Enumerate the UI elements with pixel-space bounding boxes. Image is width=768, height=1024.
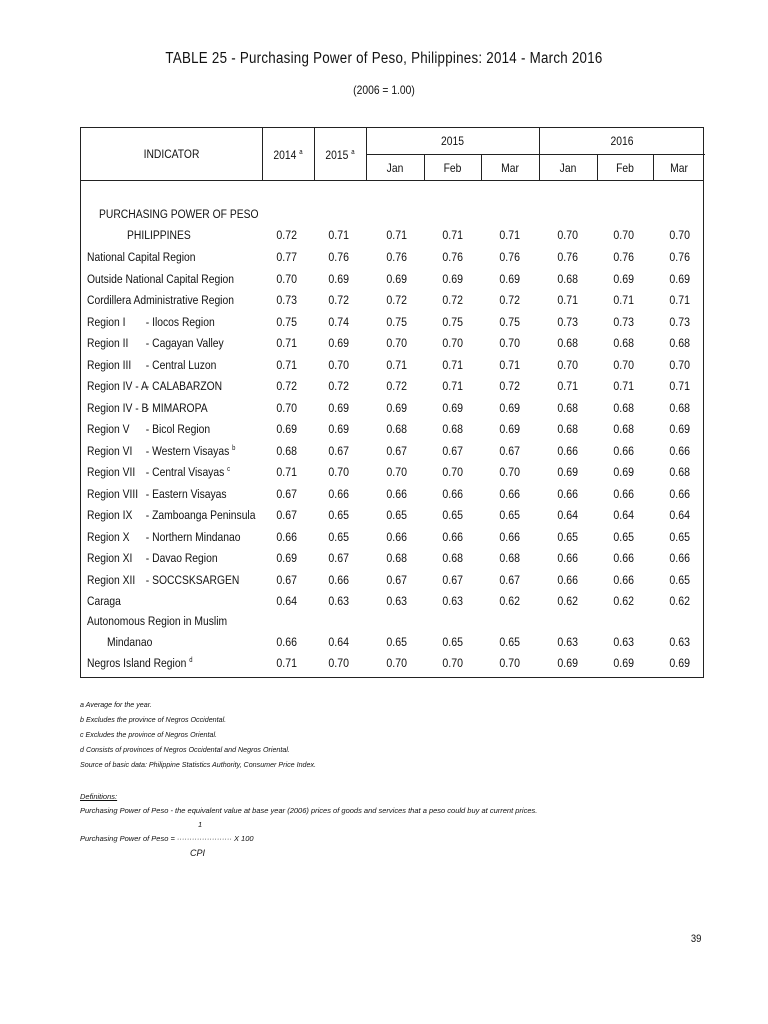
row-label bbox=[87, 465, 230, 479]
table-row bbox=[81, 487, 705, 508]
footnote: c Excludes the province of Negros Oriental. bbox=[80, 730, 218, 739]
cell-value: 0.65 bbox=[557, 529, 578, 544]
cell-value: 0.76 bbox=[557, 250, 578, 264]
cell-value: 0.68 bbox=[499, 551, 520, 565]
cell-value: 0.63 bbox=[669, 635, 690, 649]
cell-value: 0.71 bbox=[613, 293, 634, 307]
row-label bbox=[87, 444, 235, 458]
cell-value: 0.66 bbox=[276, 635, 297, 649]
row-label bbox=[87, 272, 234, 286]
cell-value: 0.69 bbox=[499, 422, 520, 436]
table-row-armm bbox=[81, 635, 705, 656]
cell-value: 0.68 bbox=[669, 400, 690, 415]
region-subname: - MIMAROPA bbox=[145, 400, 208, 415]
region-name: Region VII bbox=[87, 465, 136, 479]
cell-value: 0.73 bbox=[557, 314, 578, 329]
cell-value: 0.70 bbox=[669, 228, 690, 242]
definitions bbox=[80, 790, 537, 860]
footnote-marker: a bbox=[299, 149, 303, 156]
cell-value: 0.66 bbox=[386, 486, 407, 501]
table-row bbox=[81, 508, 705, 529]
region-name: Outside National Capital Region bbox=[87, 271, 234, 286]
cell-value: 0.66 bbox=[613, 486, 634, 501]
cell-value: 0.72 bbox=[442, 293, 463, 307]
cell-value: 0.68 bbox=[613, 422, 634, 436]
cell-value: 0.69 bbox=[328, 336, 349, 350]
footnote: a Average for the year. bbox=[80, 700, 152, 709]
page-title: TABLE 25 - Purchasing Power of Peso, Philippines: 2014 - March 2016 bbox=[165, 50, 603, 67]
cell-value: 0.71 bbox=[442, 357, 463, 372]
cell-value: 0.65 bbox=[386, 508, 407, 522]
cell-value: 0.70 bbox=[386, 465, 407, 479]
cell-value: 0.70 bbox=[557, 228, 578, 242]
region-subname: - Bicol Region bbox=[145, 422, 211, 436]
region-name: National Capital Region bbox=[87, 250, 196, 264]
cell-value: 0.76 bbox=[386, 250, 407, 264]
header-group-2016: 2016 bbox=[610, 134, 634, 148]
cell-value: 0.68 bbox=[442, 551, 463, 565]
cell-value: 0.62 bbox=[669, 594, 690, 608]
region-subname: - Northern Mindanao bbox=[145, 529, 241, 544]
cell-value: 0.67 bbox=[499, 572, 520, 587]
cell-value: 0.69 bbox=[386, 271, 407, 286]
formula-numerator: 1 bbox=[198, 820, 203, 829]
cell-value: 0.67 bbox=[499, 443, 520, 458]
region-subname: - Cagayan Valley bbox=[145, 336, 224, 350]
header-group-2015: 2015 bbox=[441, 134, 464, 148]
footnote-marker: a bbox=[351, 149, 355, 156]
cell-value: 0.68 bbox=[386, 422, 407, 436]
region-subname: - Eastern Visayas bbox=[145, 486, 227, 501]
row-label bbox=[87, 293, 234, 307]
cell-value: 0.72 bbox=[276, 228, 297, 242]
footnote-marker: b bbox=[232, 444, 236, 452]
table-row-negros bbox=[81, 656, 705, 677]
cell-value: 0.70 bbox=[613, 357, 634, 372]
cell-value: 0.71 bbox=[276, 336, 297, 350]
cell-value: 0.67 bbox=[276, 572, 297, 587]
header-divider bbox=[314, 128, 315, 180]
row-label-text: Negros Island Region bbox=[87, 656, 187, 670]
table-row bbox=[81, 379, 705, 400]
cell-value: 0.71 bbox=[442, 228, 463, 242]
footnote-marker: c bbox=[227, 465, 231, 473]
cell-value: 0.76 bbox=[328, 250, 349, 264]
region-subname: - Western Visayas bbox=[145, 443, 230, 458]
cell-value: 0.67 bbox=[442, 443, 463, 458]
table-row bbox=[81, 594, 705, 615]
table-row bbox=[81, 401, 705, 422]
cell-value: 0.67 bbox=[386, 443, 407, 458]
cell-value: 0.63 bbox=[442, 594, 463, 608]
cell-value: 0.67 bbox=[276, 508, 297, 522]
cell-value: 0.65 bbox=[442, 635, 463, 649]
cell-value: 0.72 bbox=[386, 379, 407, 393]
row-label bbox=[87, 551, 218, 565]
cell-value: 0.69 bbox=[557, 465, 578, 479]
region-subname: - SOCCSKSARGEN bbox=[145, 572, 240, 587]
header-month: Feb bbox=[616, 161, 634, 175]
cell-value: 0.63 bbox=[328, 594, 349, 608]
cell-value: 0.65 bbox=[386, 635, 407, 649]
cell-value: 0.63 bbox=[613, 635, 634, 649]
table-row bbox=[81, 250, 705, 271]
cell-value: 0.66 bbox=[669, 443, 690, 458]
cell-value: 0.67 bbox=[276, 486, 297, 501]
cell-value: 0.68 bbox=[613, 400, 634, 415]
row-label bbox=[87, 358, 216, 372]
cell-value: 0.64 bbox=[613, 508, 634, 522]
region-subname: - Davao Region bbox=[145, 551, 218, 565]
table-row bbox=[81, 336, 705, 357]
cell-value: 0.68 bbox=[442, 422, 463, 436]
header-month: Jan bbox=[559, 161, 577, 175]
cell-value: 0.76 bbox=[613, 250, 634, 264]
cell-value: 0.64 bbox=[557, 508, 578, 522]
cell-value: 0.70 bbox=[386, 336, 407, 350]
row-label bbox=[87, 508, 255, 522]
row-label bbox=[87, 530, 241, 544]
cell-value: 0.71 bbox=[669, 293, 690, 307]
header-month: Mar bbox=[670, 161, 688, 175]
cell-value: 0.71 bbox=[499, 228, 520, 242]
cell-value: 0.70 bbox=[557, 357, 578, 372]
cell-value: 0.66 bbox=[669, 486, 690, 501]
cell-value: 0.69 bbox=[499, 271, 520, 286]
definition-text: Purchasing Power of Peso - the equivalent value at base year (2006) prices of goods and services that a peso could buy at current prices. bbox=[80, 806, 538, 815]
cell-value: 0.69 bbox=[499, 400, 520, 415]
header-divider bbox=[262, 128, 263, 180]
cell-value: 0.69 bbox=[669, 656, 690, 670]
cell-value: 0.64 bbox=[328, 635, 349, 649]
cell-value: 0.68 bbox=[557, 400, 578, 415]
cell-value: 0.69 bbox=[442, 400, 463, 415]
cell-value: 0.66 bbox=[613, 572, 634, 587]
cell-value: 0.75 bbox=[276, 314, 297, 329]
cell-value: 0.70 bbox=[442, 336, 463, 350]
row-label bbox=[87, 422, 210, 436]
row-label bbox=[87, 315, 215, 329]
page-subtitle: (2006 = 1.00) bbox=[353, 83, 415, 97]
table-row bbox=[81, 444, 705, 465]
region-name: Region VI bbox=[87, 443, 133, 458]
cell-value: 0.75 bbox=[442, 314, 463, 329]
cell-value: 0.69 bbox=[669, 422, 690, 436]
cell-value: 0.69 bbox=[328, 422, 349, 436]
cell-value: 0.66 bbox=[499, 529, 520, 544]
cell-value: 0.77 bbox=[276, 250, 297, 264]
header-subline bbox=[366, 154, 705, 156]
cell-value: 0.70 bbox=[276, 400, 297, 415]
cell-value: 0.69 bbox=[613, 656, 634, 670]
cell-value: 0.66 bbox=[613, 443, 634, 458]
cell-value: 0.65 bbox=[328, 508, 349, 522]
region-name: Region X bbox=[87, 529, 130, 544]
cell-value: 0.70 bbox=[328, 656, 349, 670]
header-month: Feb bbox=[443, 161, 462, 175]
cell-value: 0.67 bbox=[442, 572, 463, 587]
cell-value: 0.72 bbox=[386, 293, 407, 307]
cell-value: 0.71 bbox=[613, 379, 634, 393]
region-subname: - Central Luzon bbox=[145, 357, 217, 372]
table-row bbox=[81, 315, 705, 336]
cell-value: 0.66 bbox=[442, 529, 463, 544]
cell-value: 0.64 bbox=[669, 508, 690, 522]
cell-value: 0.70 bbox=[669, 357, 690, 372]
cell-value: 0.68 bbox=[557, 422, 578, 436]
cell-value: 0.68 bbox=[557, 336, 578, 350]
cell-value: 0.75 bbox=[386, 314, 407, 329]
footnote-marker: d bbox=[189, 656, 193, 664]
cell-value: 0.70 bbox=[328, 465, 349, 479]
footnote: b Excludes the province of Negros Occidental. bbox=[80, 715, 227, 724]
row-label bbox=[87, 487, 227, 501]
cell-value: 0.73 bbox=[613, 314, 634, 329]
cell-value: 0.69 bbox=[669, 271, 690, 286]
cell-value: 0.66 bbox=[557, 572, 578, 587]
table-row bbox=[81, 422, 705, 443]
header-divider bbox=[653, 154, 654, 180]
footnotes bbox=[80, 697, 316, 772]
cell-value: 0.70 bbox=[613, 228, 634, 242]
region-name: Region XI bbox=[87, 551, 133, 565]
region-subname: - CALABARZON bbox=[145, 379, 223, 393]
cell-value: 0.62 bbox=[499, 594, 520, 608]
cell-value: 0.70 bbox=[499, 656, 520, 670]
row-label: PHILIPPINES bbox=[127, 228, 191, 242]
cell-value: 0.69 bbox=[328, 271, 349, 286]
cell-value: 0.65 bbox=[669, 529, 690, 544]
header-divider bbox=[481, 154, 482, 180]
cell-value: 0.66 bbox=[557, 443, 578, 458]
cell-value: 0.63 bbox=[386, 594, 407, 608]
header-divider bbox=[424, 154, 425, 180]
cell-value: 0.71 bbox=[276, 656, 297, 670]
row-label bbox=[87, 573, 239, 587]
cell-value: 0.76 bbox=[499, 250, 520, 264]
cell-value: 0.65 bbox=[499, 635, 520, 649]
cell-value: 0.71 bbox=[328, 228, 349, 242]
definitions-heading: Definitions: bbox=[80, 792, 118, 801]
cell-value: 0.66 bbox=[442, 486, 463, 501]
cell-value: 0.75 bbox=[499, 314, 520, 329]
row-label bbox=[87, 656, 192, 670]
cell-value: 0.70 bbox=[442, 656, 463, 670]
page-number: 39 bbox=[690, 933, 702, 945]
cell-value: 0.66 bbox=[613, 551, 634, 565]
cell-value: 0.66 bbox=[669, 551, 690, 565]
cell-value: 0.70 bbox=[386, 656, 407, 670]
table-row bbox=[81, 358, 705, 379]
cell-value: 0.68 bbox=[669, 465, 690, 479]
region-name: Caraga bbox=[87, 594, 121, 608]
cell-value: 0.70 bbox=[276, 271, 297, 286]
header-2015 bbox=[318, 148, 363, 162]
row-label bbox=[87, 336, 224, 350]
cell-value: 0.71 bbox=[276, 465, 297, 479]
cell-value: 0.68 bbox=[669, 336, 690, 350]
region-name: Region VIII bbox=[87, 486, 139, 501]
header-2014 bbox=[266, 148, 311, 162]
region-name: Cordillera Administrative Region bbox=[87, 293, 234, 307]
formula: Purchasing Power of Peso = ······················ X 100 bbox=[80, 834, 254, 843]
table-row bbox=[81, 551, 705, 572]
data-table bbox=[80, 127, 704, 678]
region-name: Region XII bbox=[87, 572, 136, 587]
cell-value: 0.68 bbox=[557, 271, 578, 286]
cell-value: 0.71 bbox=[276, 357, 297, 372]
header-2015-label: 2015 bbox=[325, 148, 349, 162]
cell-value: 0.66 bbox=[557, 486, 578, 501]
cell-value: 0.73 bbox=[276, 293, 297, 307]
cell-value: 0.67 bbox=[328, 443, 349, 458]
cell-value: 0.66 bbox=[276, 529, 297, 544]
cell-value: 0.62 bbox=[613, 594, 634, 608]
header-indicator: INDICATOR bbox=[143, 147, 200, 161]
cell-value: 0.72 bbox=[499, 293, 520, 307]
cell-value: 0.69 bbox=[276, 551, 297, 565]
region-name: Region V bbox=[87, 422, 130, 436]
table-row bbox=[81, 293, 705, 314]
source-note: Source of basic data: Philippine Statistics Authority, Consumer Price Index. bbox=[80, 760, 317, 769]
row-label bbox=[87, 250, 196, 264]
region-name: Region IX bbox=[87, 508, 133, 522]
cell-value: 0.72 bbox=[328, 379, 349, 393]
cell-value: 0.68 bbox=[276, 443, 297, 458]
cell-value: 0.65 bbox=[499, 508, 520, 522]
cell-value: 0.63 bbox=[557, 635, 578, 649]
region-subname: - Ilocos Region bbox=[145, 314, 215, 329]
cell-value: 0.71 bbox=[669, 379, 690, 393]
cell-value: 0.71 bbox=[499, 357, 520, 372]
cell-value: 0.73 bbox=[669, 314, 690, 329]
cell-value: 0.76 bbox=[669, 250, 690, 264]
cell-value: 0.65 bbox=[613, 529, 634, 544]
header-bottom-rule bbox=[81, 180, 703, 181]
cell-value: 0.69 bbox=[613, 465, 634, 479]
cell-value: 0.66 bbox=[499, 486, 520, 501]
region-subname: - Central Visayas bbox=[145, 465, 225, 479]
table-row bbox=[81, 530, 705, 551]
region-name: Region III bbox=[87, 357, 132, 372]
table-row-armm-label bbox=[81, 614, 705, 635]
cell-value: 0.66 bbox=[328, 486, 349, 501]
cell-value: 0.66 bbox=[386, 529, 407, 544]
cell-value: 0.74 bbox=[328, 314, 349, 329]
table-row-philippines bbox=[81, 228, 705, 249]
cell-value: 0.69 bbox=[442, 271, 463, 286]
row-label: Autonomous Region in Muslim bbox=[87, 614, 228, 628]
footnote: d Consists of provinces of Negros Occidental and Negros Oriental. bbox=[80, 745, 290, 754]
region-name: Region IV - A bbox=[87, 379, 148, 393]
cell-value: 0.64 bbox=[276, 594, 297, 608]
row-label: Mindanao bbox=[107, 635, 153, 649]
row-label bbox=[87, 379, 222, 393]
cell-value: 0.69 bbox=[613, 271, 634, 286]
cell-value: 0.69 bbox=[557, 656, 578, 670]
cell-value: 0.62 bbox=[557, 594, 578, 608]
cell-value: 0.72 bbox=[276, 379, 297, 393]
cell-value: 0.71 bbox=[442, 379, 463, 393]
cell-value: 0.72 bbox=[499, 379, 520, 393]
cell-value: 0.70 bbox=[499, 336, 520, 350]
region-name: Region I bbox=[87, 314, 126, 329]
cell-value: 0.65 bbox=[328, 529, 349, 544]
section-heading: PURCHASING POWER OF PESO bbox=[99, 207, 259, 221]
header-month: Mar bbox=[501, 161, 519, 175]
header-divider bbox=[597, 154, 598, 180]
cell-value: 0.70 bbox=[499, 465, 520, 479]
cell-value: 0.69 bbox=[328, 400, 349, 415]
cell-value: 0.70 bbox=[328, 357, 349, 372]
cell-value: 0.69 bbox=[276, 422, 297, 436]
cell-value: 0.71 bbox=[557, 293, 578, 307]
cell-value: 0.68 bbox=[613, 336, 634, 350]
row-label bbox=[87, 401, 208, 415]
table-row bbox=[81, 272, 705, 293]
region-subname: - Zamboanga Peninsula bbox=[145, 508, 256, 522]
region-name: Region IV - B bbox=[87, 400, 149, 415]
cell-value: 0.68 bbox=[386, 551, 407, 565]
cell-value: 0.71 bbox=[386, 228, 407, 242]
cell-value: 0.69 bbox=[386, 400, 407, 415]
cell-value: 0.72 bbox=[328, 293, 349, 307]
cell-value: 0.67 bbox=[328, 551, 349, 565]
cell-value: 0.66 bbox=[328, 572, 349, 587]
region-name: Region II bbox=[87, 336, 129, 350]
cell-value: 0.76 bbox=[442, 250, 463, 264]
header-2014-label: 2014 bbox=[273, 148, 297, 162]
header-month: Jan bbox=[386, 161, 404, 175]
cell-value: 0.65 bbox=[669, 572, 690, 587]
cell-value: 0.70 bbox=[442, 465, 463, 479]
row-label bbox=[87, 594, 121, 608]
cell-value: 0.71 bbox=[557, 379, 578, 393]
cell-value: 0.71 bbox=[386, 357, 407, 372]
cell-value: 0.67 bbox=[386, 572, 407, 587]
formula-denominator: CPI bbox=[190, 848, 206, 858]
table-row bbox=[81, 573, 705, 594]
cell-value: 0.65 bbox=[442, 508, 463, 522]
cell-value: 0.66 bbox=[557, 551, 578, 565]
table-row bbox=[81, 465, 705, 486]
